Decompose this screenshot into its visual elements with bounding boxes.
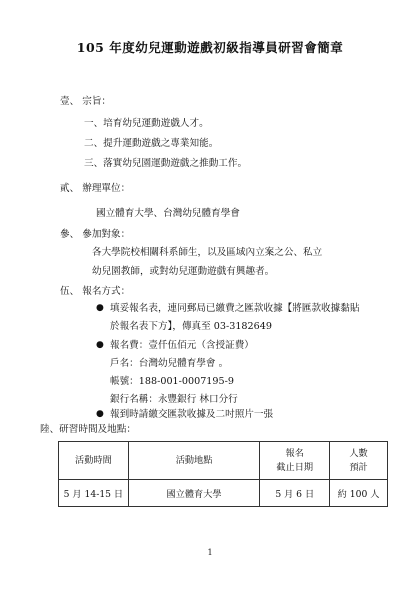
purpose-item-3: 三、落實幼兒園運動遊戲之推動工作。 <box>84 158 248 169</box>
registration-bullet-1-line-2: 於報名表下方】，傳真至 03-3182649 <box>110 321 272 332</box>
header-deadline <box>260 442 330 480</box>
table-header-row <box>59 442 388 480</box>
registration-fee: 報名費：壹仟伍佰元（含授証費） <box>110 340 254 351</box>
header-deadline-line-2: 截止日期 <box>276 461 314 473</box>
section-registration-heading: 伍、 報名方式： <box>60 286 131 297</box>
bullet-icon: ● <box>96 409 104 419</box>
header-count-line-1: 人數 <box>349 447 368 459</box>
bullet-icon: ● <box>96 303 104 313</box>
header-deadline-line-1: 報名 <box>285 447 304 459</box>
section-schedule-heading: 陸、研習時間及地點： <box>40 424 136 435</box>
document-title: 105 年度幼兒運動遊戲初級指導員研習會簡章 <box>76 40 344 55</box>
account-number: 帳號：188-001-0007195-9 <box>110 376 234 387</box>
purpose-item-1: 一、培育幼兒運動遊戲人才。 <box>84 118 209 129</box>
organizer-text: 國立體育大學、台灣幼兒體育學會 <box>96 208 240 219</box>
bank-name: 銀行名稱：永豐銀行 林口分行 <box>110 394 238 405</box>
header-place: 活動地點 <box>128 442 260 480</box>
schedule-table <box>58 441 388 507</box>
table-row <box>59 480 388 507</box>
header-count <box>330 442 388 480</box>
section-purpose-heading: 壹、 宗旨： <box>60 96 112 107</box>
bullet-icon: ● <box>96 340 104 350</box>
page-number: 1 <box>207 548 213 557</box>
cell-deadline: 5 月 6 日 <box>260 480 330 507</box>
participants-line-2: 幼兒園教師，或對幼兒運動遊戲有興趣者。 <box>92 266 275 277</box>
cell-date: 5 月 14-15 日 <box>59 480 129 507</box>
section-participants-heading: 參、 參加對象： <box>60 229 131 240</box>
header-date: 活動時間 <box>59 442 129 480</box>
participants-line-1: 各大學院校相關科系師生，以及區域內立案之公、私立 <box>92 247 323 258</box>
header-count-line-2: 預計 <box>349 461 368 473</box>
purpose-item-2: 二、提升運動遊戲之專業知能。 <box>84 138 219 149</box>
account-name: 戶名：台灣幼兒體育學會 。 <box>110 358 229 369</box>
cell-place: 國立體育大學 <box>128 480 260 507</box>
checkin-note: 報到時請繳交匯款收據及二吋照片一張 <box>110 409 274 420</box>
registration-bullet-1-line-1: 填妥報名表，連同郵局已繳費之匯款收據【將匯款收據黏貼 <box>110 303 360 314</box>
cell-count: 約 100 人 <box>330 480 388 507</box>
section-organizer-heading: 貳、 辦理單位： <box>60 183 131 194</box>
